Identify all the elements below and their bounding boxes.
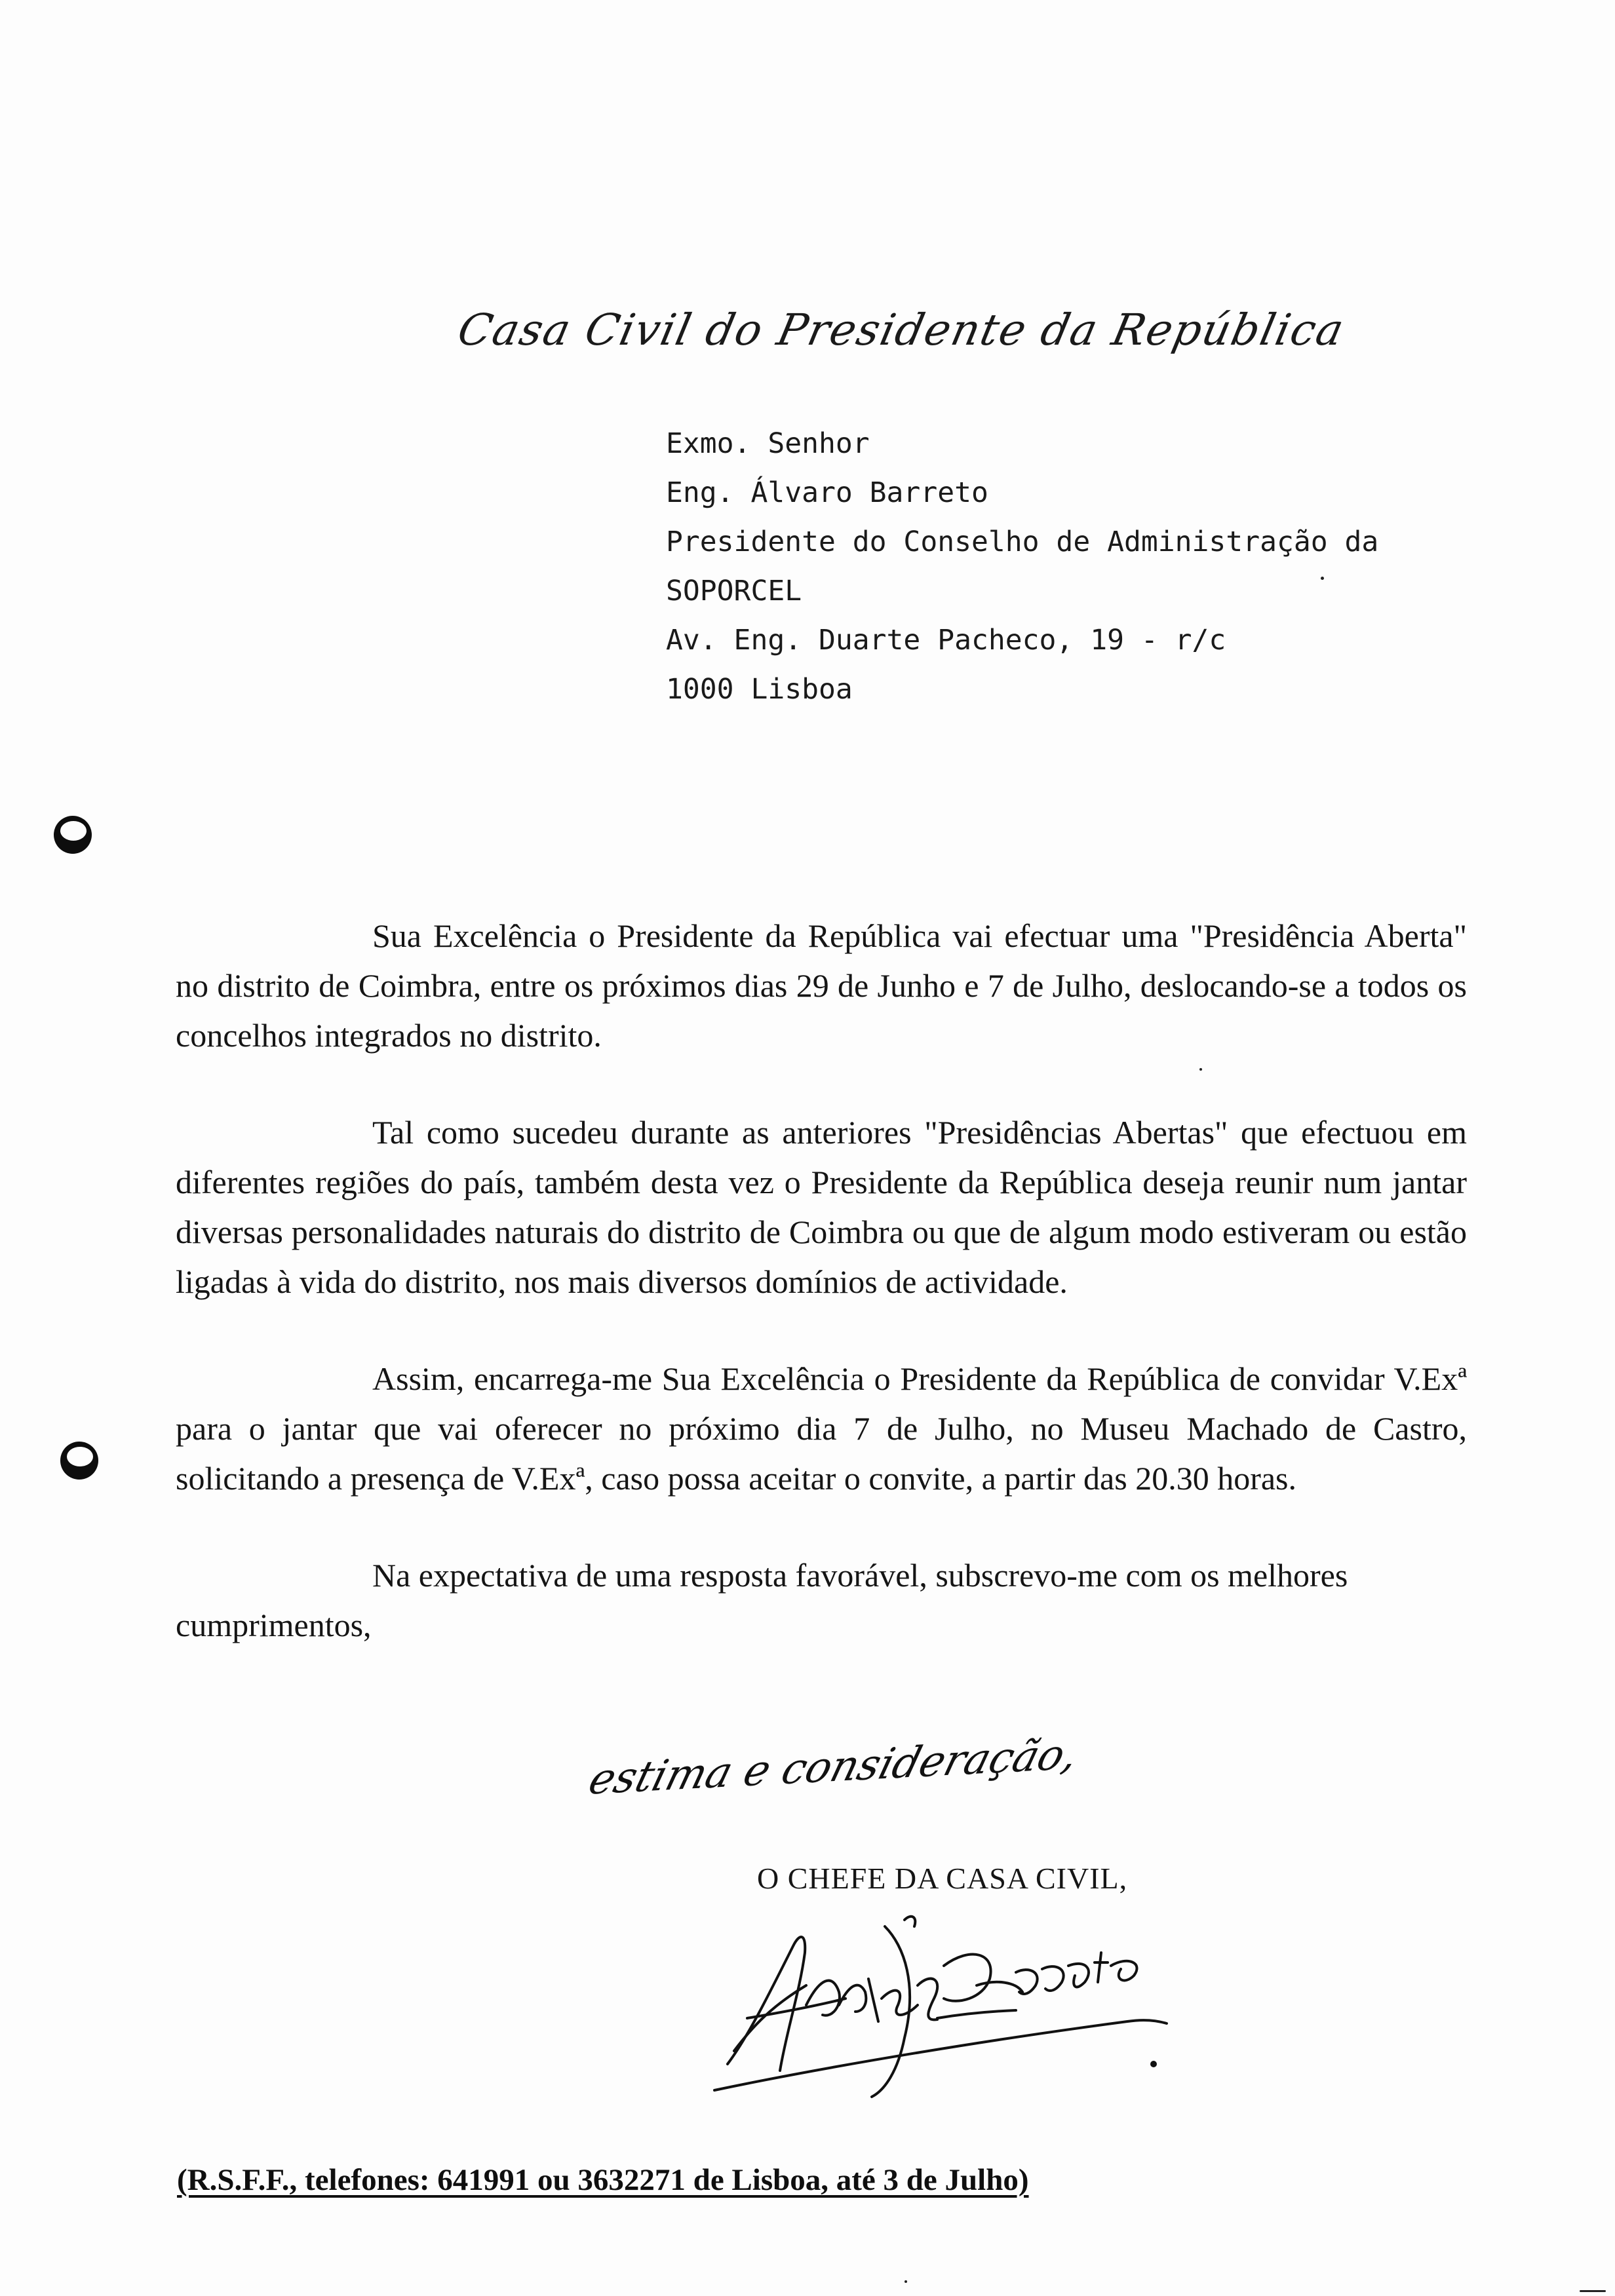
signer-title: O CHEFE DA CASA CIVIL, xyxy=(757,1862,1128,1895)
punch-hole-bottom xyxy=(60,1442,98,1480)
body-paragraph-2: Tal como sucedeu durante as anteriores "Presidências Abertas" que efectuou em diferentes regiões do país, também desta vez o Presidente da República deseja reunir num jantar diversas personalidades naturais do distrito de Coimbra ou que de algum modo estiveram ou estão ligadas à vida do distrito, nos mais diversos domínios de actividade. xyxy=(176,1114,1467,1300)
scan-speck xyxy=(1580,2290,1606,2292)
recipient-city: 1000 Lisboa xyxy=(666,673,853,706)
recipient-salutation: Exmo. Senhor xyxy=(666,427,870,460)
body-paragraph-1: Sua Excelência o Presidente da República vai efectuar uma "Presidência Aberta" no distrito de Coimbra, entre os próximos dias 29 de Junho e 7 de Julho, deslocando-se a todos os concelhos integrados no distrito. xyxy=(176,917,1467,1054)
recipient-street: Av. Eng. Duarte Pacheco, 19 - r/c xyxy=(666,624,1226,657)
recipient-position: Presidente do Conselho de Administração da xyxy=(666,526,1379,558)
recipient-address-block xyxy=(666,419,1378,714)
handwritten-closing: estima e consideração, xyxy=(583,1729,1084,1805)
body-paragraph-4: Na expectativa de uma resposta favorável, subscrevo-me com os melhores cumprimentos, xyxy=(176,1557,1348,1643)
recipient-company: SOPORCEL xyxy=(666,575,802,607)
recipient-name: Eng. Álvaro Barreto xyxy=(666,476,988,509)
scan-speck xyxy=(1199,1068,1202,1071)
letterhead: Casa Civil do Presidente da República xyxy=(453,305,1350,355)
punch-hole-top xyxy=(54,816,92,854)
body-paragraph-3: Assim, encarrega-me Sua Excelência o Presidente da República de convidar V.Exª para o jantar que vai oferecer no próximo dia 7 de Julho, no Museu Machado de Castro, solicitando a presença de V.Exª, caso possa aceitar o convite, a partir das 20.30 horas. xyxy=(176,1360,1467,1497)
letter-body xyxy=(176,911,1467,1650)
footer-note: (R.S.F.F., telefones: 641991 ou 3632271 de Lisboa, até 3 de Julho) xyxy=(177,2163,1029,2197)
scan-speck xyxy=(1321,577,1324,580)
scan-speck xyxy=(905,2280,907,2283)
